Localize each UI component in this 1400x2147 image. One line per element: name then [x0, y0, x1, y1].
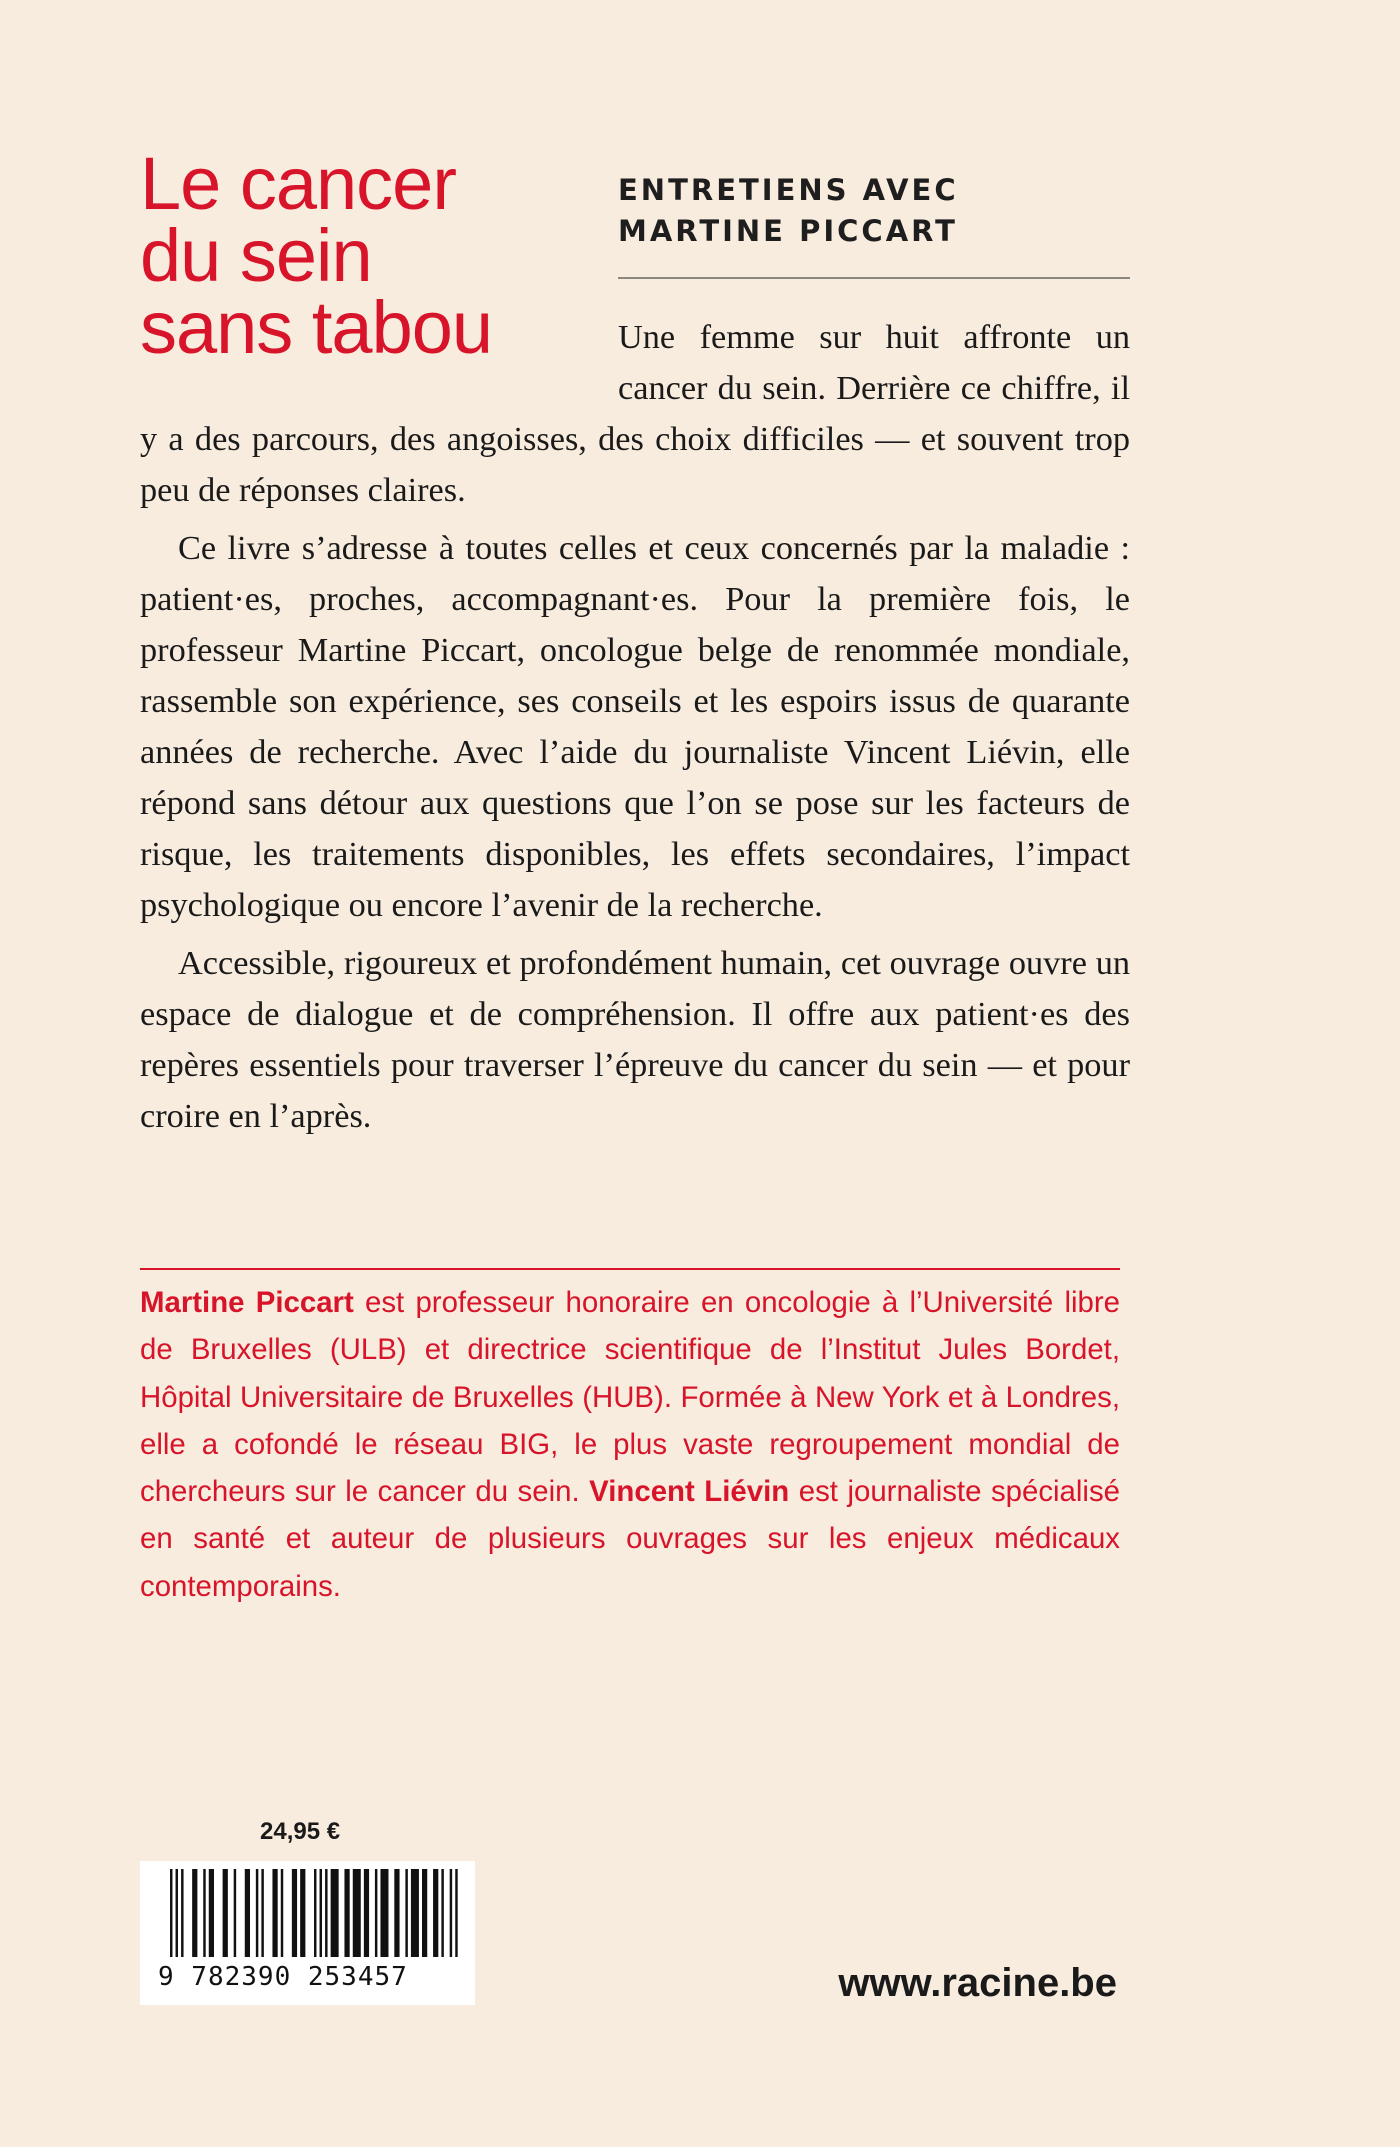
barcode-bar — [281, 1869, 283, 1957]
barcode-bar — [209, 1869, 214, 1957]
barcode-bar — [314, 1869, 316, 1957]
publisher-website: www.racine.be — [838, 1961, 1117, 2005]
barcode-bar — [292, 1869, 297, 1957]
author-name: Martine Piccart — [140, 1286, 354, 1319]
barcode-bar — [203, 1869, 205, 1957]
barcode-bar — [455, 1869, 457, 1957]
subtitle-divider — [618, 277, 1130, 279]
blurb-paragraph: Accessible, rigoureux et profondément humain, cet ouvrage ouvre un espace de dialogue et de compréhension. Il offre aux patient·es des repères essentiels pour traverser l’épreuve du cancer du sein — et pour croire en l’après. — [140, 944, 1130, 1135]
barcode-bar — [234, 1869, 236, 1957]
blurb-paragraph: Ce livre s’adresse à toutes celles et ceux concernés par la maladie : patient·es, proches, accompagnant·es. Pour la première fois, le professeur Martine Piccart, oncologue belge de renommée mondiale, rassemble son expérience, ses conseils et les espoirs issus de quarante années de recherche. Avec l’aide du journaliste Vincent Liévin, elle répond sans détour aux questions que l’on se pose sur les facteurs de risque, les traitements disponibles, les effets secondaires, l’impact psychologique ou encore l’avenir de la recherche. — [140, 529, 1130, 924]
subtitle-line: MARTINE PICCART — [618, 214, 958, 248]
author-bio-text: est professeur honoraire en oncologie à l’Université libre de Bruxelles (ULB) et directrice scientifique de l’Institut Jules Bordet, Hôpital Universitaire de Bruxelles (HUB). Formée à New York et à Londres, elle a cofondé le réseau BIG, le plus vaste regroupement mondial de chercheurs sur le cancer du sein. — [140, 1286, 1120, 1509]
barcode-bar — [272, 1869, 277, 1957]
barcode-bar — [411, 1869, 419, 1957]
blurb — [140, 312, 1130, 1149]
barcode-bar — [450, 1869, 452, 1957]
barcode-bar — [353, 1869, 361, 1957]
book-subtitle — [618, 170, 959, 252]
barcode-bar — [441, 1869, 443, 1957]
barcode-bar — [176, 1869, 178, 1957]
barcode-bar — [261, 1869, 263, 1957]
title-line: du sein — [140, 214, 372, 297]
title-line: sans tabou — [140, 286, 493, 369]
bio-divider — [140, 1268, 1120, 1270]
barcode-bar — [192, 1869, 197, 1957]
author-bio — [140, 1279, 1120, 1610]
barcode — [140, 1861, 475, 2005]
title-wrap-spacer — [140, 312, 618, 402]
price: 24,95 € — [260, 1818, 341, 1845]
barcode-bar — [256, 1869, 258, 1957]
barcode-bar — [181, 1869, 183, 1957]
barcode-bar — [380, 1869, 388, 1957]
barcode-bar — [320, 1869, 322, 1957]
journalist-name: Vincent Liévin — [589, 1475, 790, 1509]
barcode-bar — [170, 1869, 172, 1957]
barcode-bar — [433, 1869, 438, 1957]
barcode-bar — [364, 1869, 369, 1957]
barcode-bar — [422, 1869, 427, 1957]
barcode-bar — [394, 1869, 399, 1957]
blurb-paragraph: Une femme sur huit affronte un cancer du sein. Derrière ce chiffre, il y a des parcours, des angoisses, des choix difficiles — et souvent trop peu de réponses claires. — [140, 318, 1130, 509]
barcode-bar — [300, 1869, 305, 1957]
subtitle-line: ENTRETIENS AVEC — [618, 173, 959, 207]
title-line: Le cancer — [140, 142, 456, 225]
barcode-bar — [245, 1869, 250, 1957]
barcode-bar — [325, 1869, 327, 1957]
barcode-bar — [331, 1869, 339, 1957]
barcode-bar — [344, 1869, 349, 1957]
isbn-number: 9 782390 253457 — [158, 1962, 408, 1992]
barcode-bar — [223, 1869, 228, 1957]
barcode-bar — [375, 1869, 377, 1957]
journalist-bio-text: est journaliste spécialisé en santé et auteur de plusieurs ouvrages sur les enjeux médicaux contemporains. — [140, 1475, 1121, 1603]
barcode-bar — [405, 1869, 407, 1957]
